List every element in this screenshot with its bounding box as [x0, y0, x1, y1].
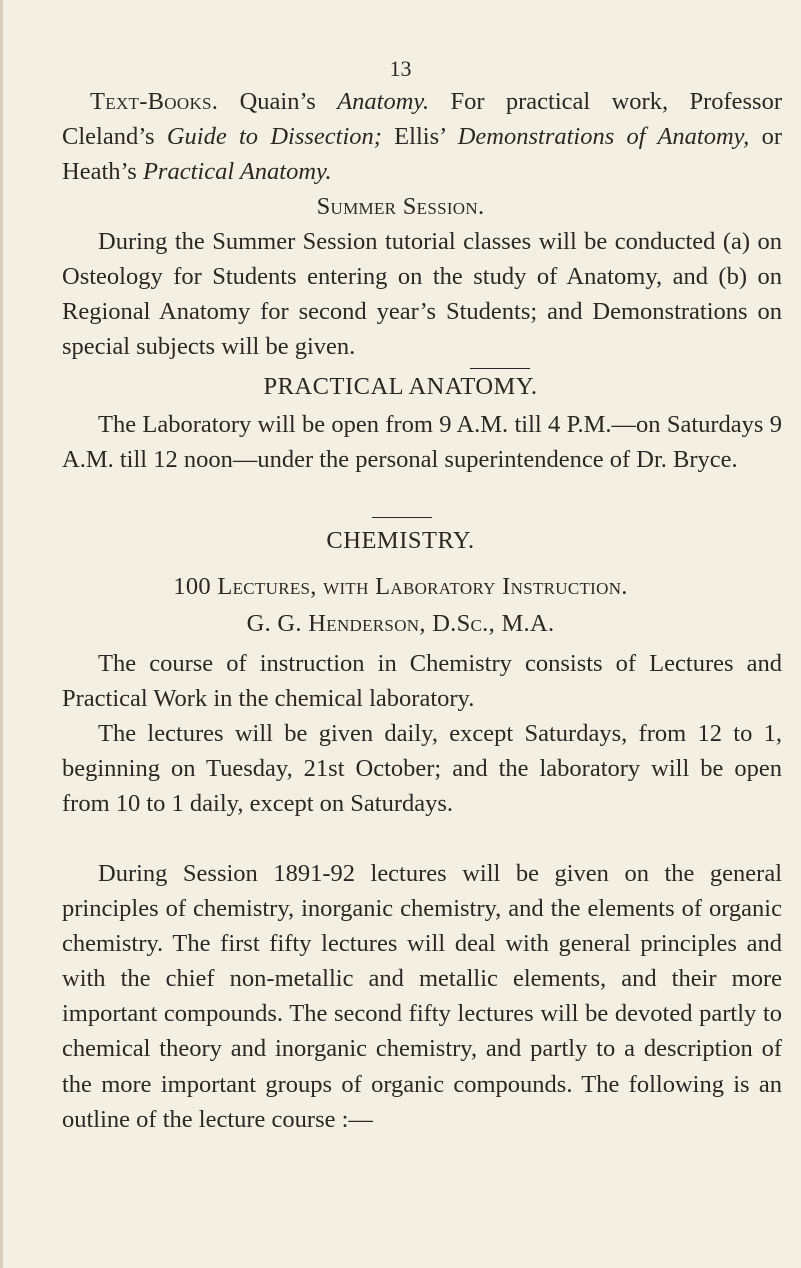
text-books-part: or Heath’s	[62, 123, 782, 186]
text-books-title: Demonstrations of Anatomy,	[457, 123, 750, 151]
text-books-lead: Text-Books.	[90, 88, 219, 115]
chemistry-heading: CHEMISTRY.	[326, 527, 475, 554]
page-number: 13	[389, 56, 412, 81]
chemistry-paragraph-1: The course of instruction in Chemistry consists of Lectures and Practical Work in the chemical laboratory.	[62, 650, 782, 713]
chemistry-paragraph-2: The lectures will be given daily, except Saturdays, from 12 to 1, beginning on Tuesday, 21st October; and the laboratory will be open from 10 to 1 daily, except on Saturdays.	[62, 720, 782, 818]
text-books-part: Quain’s	[218, 88, 338, 115]
section-divider	[470, 368, 530, 369]
summer-session-heading: Summer Session.	[316, 193, 485, 220]
summer-session-body: During the Summer Session tutorial classes will be conducted (a) on Osteology for Students entering on the study of Anatomy, and (b) on Regional Anatomy for second year’s Students; and Demonstrations on special subjects will be given.	[62, 228, 782, 361]
text-books-title: Practical Anatomy.	[142, 158, 332, 186]
chemistry-subheading: 100 Lectures, with Laboratory Instruction.	[173, 573, 628, 600]
text-books-paragraph	[62, 84, 782, 189]
text-books-title: Anatomy.	[337, 88, 430, 115]
section-divider	[372, 517, 432, 518]
chemistry-lecturer: G. G. Henderson, D.Sc., M.A.	[246, 610, 555, 637]
practical-anatomy-heading: PRACTICAL ANATOMY.	[263, 373, 538, 400]
text-books-title: Guide to Dissection;	[166, 123, 382, 151]
text-books-part: Ellis’	[381, 123, 458, 151]
practical-anatomy-body: The Laboratory will be open from 9 A.M. till 4 P.M.—on Saturdays 9 A.M. till 12 noon—under the personal superintendence of Dr. Bryce.	[62, 411, 782, 474]
chemistry-paragraph-3: During Session 1891-92 lectures will be given on the general principles of chemistry, inorganic chemistry, and the elements of organic chemistry. The first fifty lectures will deal with general principles and with the chief non-metallic and metallic elements, and their more important compounds. The second fifty lectures will be devoted partly to chemical theory and inorganic chemistry, and partly to a description of the more important groups of organic compounds. The following is an outline of the lecture course :—	[62, 860, 782, 1133]
text-books-part: For practical work, Professor Cleland’s	[62, 88, 782, 151]
